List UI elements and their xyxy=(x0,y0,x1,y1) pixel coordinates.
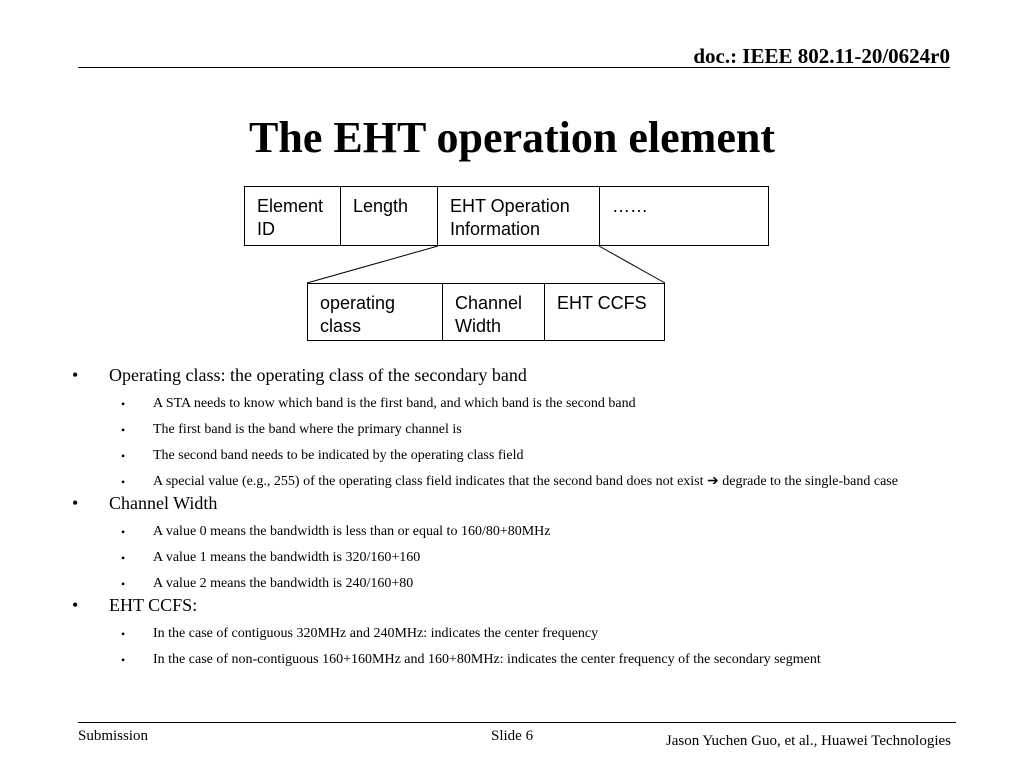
sub-bullet xyxy=(0,625,1024,643)
sub-bullet-text: A value 2 means the bandwidth is 240/160+80 xyxy=(153,576,414,591)
slide-title: The EHT operation element xyxy=(249,113,775,162)
bullet-list xyxy=(0,363,1024,669)
field-channel-width: Channel Width xyxy=(443,284,545,340)
field-element-id: Element ID xyxy=(245,187,341,245)
sub-bullet xyxy=(0,447,1024,465)
sub-bullet-text: In the case of contiguous 320MHz and 240MHz: indicates the center frequency xyxy=(153,626,599,641)
footer-rule xyxy=(78,722,956,723)
bullet-eht-ccfs xyxy=(0,593,1024,617)
field-eht-operation-information: EHT Operation Information xyxy=(438,187,600,245)
sub-bullet-text: In the case of non-contiguous 160+160MHz and 160+80MHz: indicates the center frequency of the secondary segment xyxy=(153,652,821,667)
connector-left-line xyxy=(307,246,438,283)
sub-bullet xyxy=(0,549,1024,567)
sub-bullet xyxy=(0,473,1024,491)
field-eht-ccfs: EHT CCFS xyxy=(557,293,647,313)
bullet-text: Operating class: the operating class of the secondary band xyxy=(109,365,527,385)
sub-bullet-text: A special value (e.g., 255) of the operating class field indicates that the second band does not exist ➔ degrade to the single-band case xyxy=(153,474,898,489)
sub-bullet xyxy=(0,575,1024,593)
bullet-text: Channel Width xyxy=(109,493,218,513)
bullet-channel-width xyxy=(0,491,1024,515)
footer-slide-number: Slide 6 xyxy=(491,728,534,744)
sub-bullet-text: A value 0 means the bandwidth is less than or equal to 160/80+80MHz xyxy=(153,524,551,539)
eht-operation-info-row xyxy=(307,283,665,341)
sub-bullet-text: The second band needs to be indicated by the operating class field xyxy=(153,448,524,463)
sub-bullet-text: A STA needs to know which band is the first band, and which band is the second band xyxy=(153,396,636,411)
connector-right-line xyxy=(599,246,665,283)
field-ellipsis: …… xyxy=(612,196,648,216)
footer-submission: Submission xyxy=(78,728,149,744)
footer-authors: Jason Yuchen Guo, et al., Huawei Technologies xyxy=(665,733,951,749)
sub-bullet-text: A value 1 means the bandwidth is 320/160+160 xyxy=(153,550,421,565)
bullet-operating-class xyxy=(0,363,1024,387)
sub-bullet xyxy=(0,395,1024,413)
sub-bullet-text: The first band is the band where the primary channel is xyxy=(153,422,462,437)
document-id: doc.: IEEE 802.11-20/0624r0 xyxy=(693,44,950,68)
field-operating-class: operating class xyxy=(308,284,443,340)
sub-bullet xyxy=(0,421,1024,439)
bullet-text: EHT CCFS: xyxy=(109,595,198,615)
sub-bullet xyxy=(0,651,1024,669)
sub-bullet xyxy=(0,523,1024,541)
field-length: Length xyxy=(341,187,438,245)
